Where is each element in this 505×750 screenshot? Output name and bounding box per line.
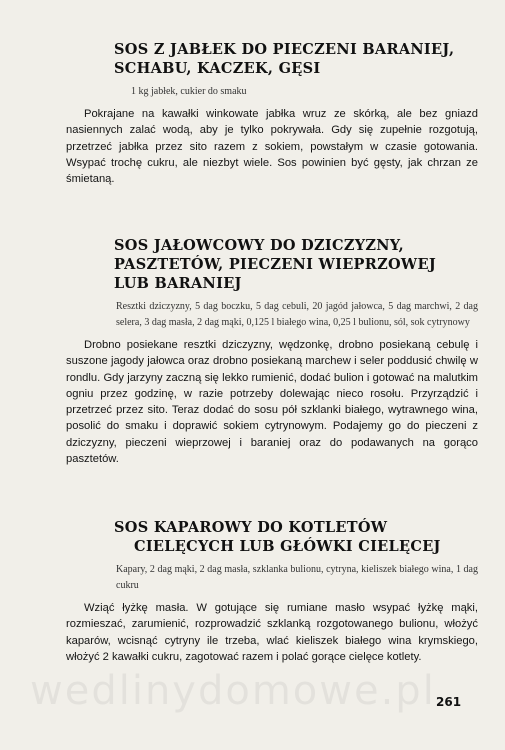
instructions-text: Pokrajane na kawałki winkowate jabłka wruz ze skórką, ale bez gniazd nasiennych zalać wodą, aby je tylko pokrywała. Gdy się zupełnie rozgotują, przetrzeć jabłka przez sito razem z sokiem, powstałym w czasie gotowania. Wsypać trochę cukru, ale niezbyt wiele. Sos powinien być gęsty, jak chrzan ze śmietaną.	[66, 108, 478, 186]
instructions-text: Drobno posiekane resztki dziczyzny, wędzonkę, drobno posiekaną cebulę i suszone jagody jałowca oraz drobno posiekaną marchew i seler poddusić chwilę w rondlu. Gdy jarzyny zaczną się lekko rumienić, dodać bulion i gotować na malutkim ogniu przez godzinę, w razie potrzeby dolewając nieco rosołu. Przyrządzić i przetrzeć przez sito. Teraz dodać do sosu pół szklanki białego, wytrawnego wina, posolić do smaku i doprawić sokiem cytrynowym. Podajemy go do pieczeni z dziczyzny, pieczeni wieprzowej i baraniej oraz do podawanych na gorąco pasztetów.	[66, 339, 478, 466]
title-line: SOS Z JABŁEK DO PIECZENI BARANIEJ,	[114, 41, 455, 58]
ingredients: Kapary, 2 dag mąki, 2 dag masła, szklanka bulionu, cytryna, kieliszek białego wina, 1 dag cukru	[116, 564, 478, 591]
title-line: PASZTETÓW, PIECZENI WIEPRZOWEJ	[114, 256, 437, 273]
title-line: CIELĘCYCH LUB GŁÓWKI CIELĘCEJ	[134, 538, 441, 555]
instructions	[66, 337, 478, 467]
recipe-apple-sauce	[66, 40, 478, 187]
recipe-caper-sauce	[66, 518, 478, 665]
recipe-juniper-sauce	[66, 236, 478, 467]
instructions-text: Wziąć łyżkę masła. W gotujące się rumiane masło wsypać łyżkę mąki, rozmieszać, zarumienić, rozprowadzić szklanką rozgotowanego bulionu, włożyć kaparów, wcisnąć cytryny ile trzeba, wlać kieliszek białego wina krymskiego, włożyć 2 kawałki cukru, zagotować razem i polać gorące cielęce kotlety.	[66, 602, 478, 663]
recipe-title	[114, 518, 478, 556]
instructions	[66, 106, 478, 187]
recipe-title	[114, 40, 478, 78]
title-line: LUB BARANIEJ	[114, 275, 242, 292]
ingredients: Resztki dziczyzny, 5 dag boczku, 5 dag cebuli, 20 jagód jałowca, 5 dag marchwi, 2 dag selera, 3 dag masła, 2 dag mąki, 0,125 l białego wina, 0,25 l bulionu, sól, sok cytrynowy	[116, 301, 478, 328]
title-line: SOS JAŁOWCOWY DO DZICZYZNY,	[114, 237, 404, 254]
title-line: SOS KAPAROWY DO KOTLETÓW	[114, 519, 388, 536]
ingredients: 1 kg jabłek, cukier do smaku	[131, 86, 247, 97]
watermark: wedlinydomowe.pl	[30, 668, 436, 714]
instructions	[66, 600, 478, 665]
page-number: 261	[436, 695, 462, 709]
title-line: SCHABU, KACZEK, GĘSI	[114, 60, 321, 77]
recipe-title	[114, 236, 478, 293]
